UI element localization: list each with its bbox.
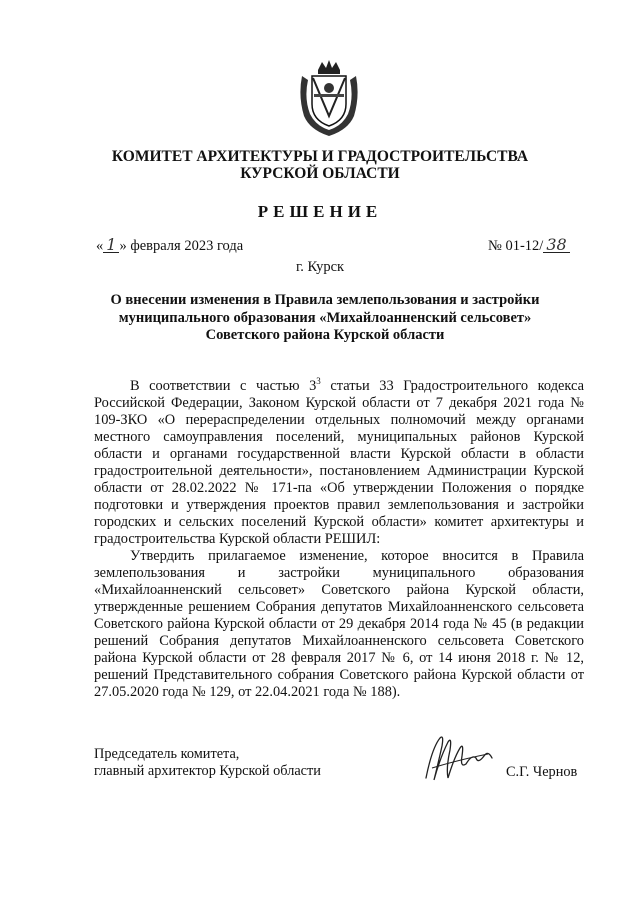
document-city: г. Курск <box>295 259 345 275</box>
signatory-position-line1: Председатель комитета, <box>94 746 240 762</box>
subject-line-2: муниципального образования «Михайлоанненский сельсовет» <box>118 309 532 326</box>
date-month-year: февраля 2023 года <box>130 238 244 254</box>
subject-line-3: Советского района Курской области <box>205 327 445 343</box>
signatory-name: С.Г. Чернов <box>506 764 578 780</box>
document-subject <box>60 292 590 345</box>
organization-name-line1: КОМИТЕТ АРХИТЕКТУРЫ И ГРАДОСТРОИТЕЛЬСТВА <box>111 148 529 165</box>
document-type-title: РЕШЕНИЕ <box>257 202 383 221</box>
organization-name-line2: КУРСКОЙ ОБЛАСТИ <box>240 165 400 182</box>
body-paragraph-1 <box>94 378 584 548</box>
body-paragraph-2: Утвердить прилагаемое изменение, которое вносится в Правила землепользования и застройки муниципального образования «Михайлоанненский сельсовет» Советского района Курской области, утвержденные решением Собрания депутатов Михайлоанненского сельсовета Советского района Курской области от 29 декабря 2014 года № 45 (в редакции решений Собрания депутатов Михайлоанненского сельсовета Советского района Курской области от 28 февраля 2017 № 6, от 14 июня 2018 г. № 12, решений Представительного собрания Советского района Курской области от 27.05.2020 года № 129, от 22.04.2021 года № 188). <box>94 548 584 700</box>
handwritten-signature <box>418 728 508 790</box>
coat-of-arms-emblem <box>296 56 362 138</box>
date-quote-close: » <box>119 238 127 254</box>
body-p1-superscript: 3 <box>316 376 321 387</box>
document-body <box>94 378 584 701</box>
body-p1-after: статьи 33 Градостроительного кодекса Российской Федерации, Законом Курской области от 7 декабря 2021 года № 109-ЗКО «О перераспределении отдельных полномочий между органами местного самоуправления поселений, муниципальных районов Курской области и органами государственной власти Курской области в области градостроительной деятельности», постановлением Администрации Курской области от 28.02.2022 № 171-па «Об утверждении Положения о порядке подготовки и утверждения проектов правил землепользования и застройки городских и сельских поселений Курской области» комитет архитектуры и градостроительства Курской области РЕШИЛ: <box>94 378 584 547</box>
document-number-handwritten: 38 <box>543 238 569 253</box>
body-p1-before: В соответствии с частью 3 <box>130 378 317 394</box>
signatory-position <box>94 746 321 780</box>
document-number-prefix: № 01-12/ <box>488 238 544 254</box>
signatory-position-line2: главный архитектор Курской области <box>94 763 321 779</box>
date-quote-open: « <box>96 238 104 254</box>
document-number <box>488 235 570 255</box>
document-date <box>96 235 244 255</box>
date-day-handwritten: 1 <box>103 238 119 253</box>
subject-line-1: О внесении изменения в Правила землепользования и застройки <box>110 292 540 308</box>
